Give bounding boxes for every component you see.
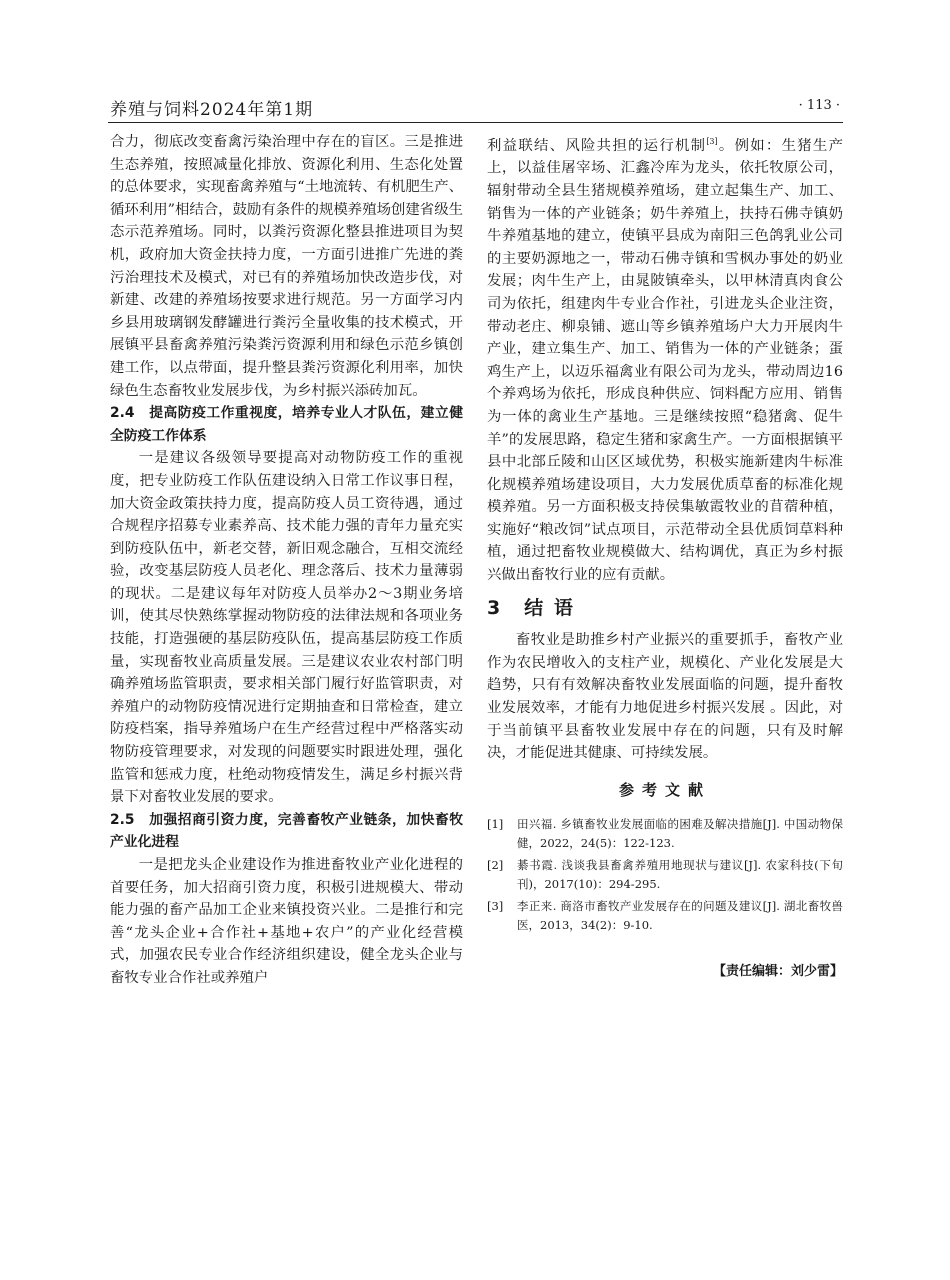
- section-number: 3: [487, 596, 503, 619]
- right-column: [487, 131, 843, 984]
- paragraph-text-b: 。例如：生猪生产上，以益佳屠宰场、汇鑫冷库为龙头，依托牧原公司，辐射带动全县生猪规模养殖场，建立起集生产、加工、销售为一体的产业链条；奶牛养殖上，扶持石佛寺镇奶牛养殖基地的建立，使镇平县成为南阳三色鸽乳业公司的主要奶源地之一，带动石佛寺镇和雪枫办事处的奶业发展；肉牛生产上，由晁陂镇牵头，以甲林清真肉食公司为依托，组建肉牛专业合作社，引进龙头企业注资，带动老庄、柳泉铺、遮山等乡镇养殖场户大力开展肉牛产业，建立集生产、加工、销售为一体的产业链条；蛋鸡生产上，以迈乐福禽业有限公司为龙头，带动周边16个养鸡场为依托，形成良种供应、饲料配方应用、销售为一体的禽业生产基地。三是继续按照“稳猪禽、促牛羊”的发展思路，稳定生猪和家禽生产。一方面根据镇平县中北部丘陵和山区区域优势，积极实施新建肉牛标准化规模养殖场建设项目，大力发展优质草畜的标准化规模养殖。另一方面积极支持侯集敏霞牧业的苜蓿种植，实施好“粮改饲”试点项目，示范带动全县优质饲草料种植，通过把畜牧业规模做大、结构调优，真正为乡村振兴做出畜牧行业的应有贡献。: [487, 137, 843, 584]
- citation-3[interactable]: [3]: [706, 137, 718, 146]
- paragraph-2-4: 一是建议各级领导要提高对动物防疫工作的重视度，把专业防疫工作队伍建设纳入日常工作议事日程，加大资金政策扶持力度，提高防疫人员工资待遇，通过合规程序招募专业素养高、技术能力强的青年力量充实到防疫队伍中，新老交替，新旧观念融合，互相交流经验，改变基层防疫人员老化、理念落后、技术力量薄弱的现状。二是建议每年对防疫人员举办2～3期业务培训，使其尽快熟练掌握动物防疫的法律法规和各项业务技能，打造强硬的基层防疫队伍，提高基层防疫工作质量，实现畜牧业高质量发展。三是建议农业农村部门明确养殖场监管职责，要求相关部门履行好监管职责，对养殖户的动物防疫情况进行定期抽查和日常检查，建立防疫档案，指导养殖场户在生产经营过程中严格落实动物防疫管理要求，对发现的问题要实时跟进处理，强化监管和惩戒力度，杜绝动物疫情发生，满足乡村振兴背景下对畜牧业发展的要求。: [110, 450, 463, 806]
- reference-item: [487, 856, 843, 894]
- reference-number: [2]: [487, 858, 504, 873]
- journal-title: 养殖与饲料2024年第1期: [110, 100, 314, 120]
- conclusion-paragraph: 畜牧业是助推乡村产业振兴的重要抓手，畜牧产业作为农民增收入的支柱产业，规模化、产业化发展是大趋势，只有有效解决畜牧业发展面临的问题，提升畜牧业发展效率，才能有力地促进乡村振兴发展 。因此，对于当前镇平县畜牧业发展中存在的问题，只有及时解决，才能促进其健康、可持续发展。: [487, 632, 843, 762]
- section-heading-3: [487, 597, 843, 620]
- reference-text: 田兴福. 乡镇畜牧业发展面临的困难及解决措施[J]. 中国动物保健，2022，24(5)：122-123.: [517, 817, 843, 851]
- reference-text: 李正来. 商洛市畜牧产业发展存在的问题及建议[J]. 湖北畜牧兽医，2013，34(2)：9-10.: [517, 899, 843, 933]
- section-heading-2-4: 2.4 提高防疫工作重视度，培养专业人才队伍，建立健全防疫工作体系: [110, 405, 463, 444]
- reference-number: [1]: [487, 817, 504, 832]
- page-number: · 113 ·: [798, 98, 840, 113]
- responsible-editor: 【责任编辑：刘少雷】: [712, 964, 843, 980]
- paragraph-continued-right: [487, 131, 843, 587]
- reference-item: [487, 897, 843, 935]
- reference-item: [487, 815, 843, 853]
- references-heading: 参考文献: [618, 780, 711, 799]
- section-title: 结 语: [524, 596, 575, 619]
- section-heading-2-5: 2.5 加强招商引资力度，完善畜牧产业链条，加快畜牧产业化进程: [110, 811, 463, 851]
- left-column: [110, 131, 463, 990]
- reference-text: 綦书霞. 浅谈我县畜禽养殖用地现状与建议[J]. 农家科技(下旬刊)，2017(10)：294-295.: [517, 858, 843, 892]
- header-divider: [108, 122, 843, 123]
- paragraph-continued: 合力，彻底改变畜禽污染治理中存在的盲区。三是推进生态养殖，按照减量化排放、资源化利用、生态化处置的总体要求，实现畜禽养殖与“土地流转、有机肥生产、循环利用”相结合，鼓励有条件的规模养殖场创建省级生态示范养殖场。同时，以粪污资源化整县推进项目为契机，政府加大资金扶持力度，一方面引进推广先进的粪污治理技术及模式，对已有的养殖场加快改造步伐，对新建、改建的养殖场按要求进行规范。另一方面学习内乡县用玻璃钢发酵罐进行粪污全量收集的技术模式，开展镇平县畜禽养殖污染粪污资源利用和绿色示范乡镇创建工作，以点带面，提升整县粪污资源化利用率，加快绿色生态畜牧业发展步伐，为乡村振兴添砖加瓦。: [110, 134, 463, 399]
- reference-number: [3]: [487, 899, 504, 914]
- paragraph-text-a: 利益联结、风险共担的运行机制: [487, 137, 707, 154]
- paragraph-2-5: 一是把龙头企业建设作为推进畜牧业产业化进程的首要任务，加大招商引资力度，积极引进规模大、带动能力强的畜产品加工企业来镇投资兴业。二是推行和完善“龙头企业+合作社+基地+农户”的产业化经营模式，加强农民专业合作经济组织建设，健全龙头企业与畜牧专业合作社或养殖户: [110, 857, 463, 986]
